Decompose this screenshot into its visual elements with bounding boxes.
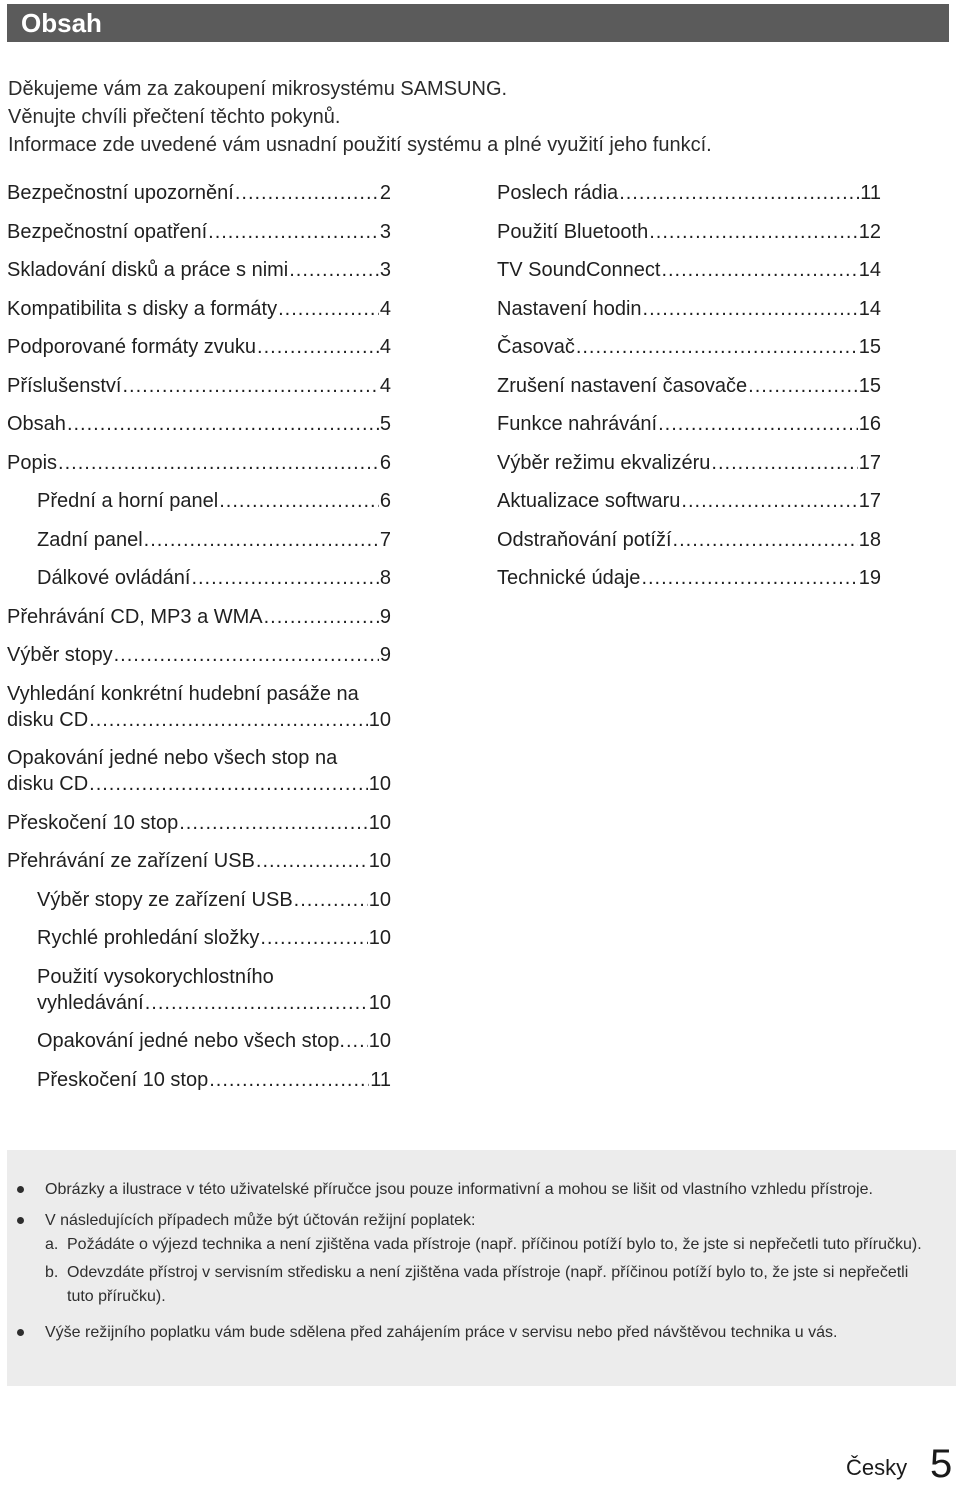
note-text: Obrázky a ilustrace v této uživatelské příručce jsou pouze informativní a mohou se lišit od vlastního vzhledu přístroje.	[45, 1181, 873, 1198]
toc-entry-page: 19	[858, 567, 881, 589]
toc-entry-title: Nastavení hodin	[497, 297, 642, 320]
toc-left-column	[7, 180, 391, 1105]
toc-entry[interactable]	[7, 180, 391, 206]
toc-leader-dots	[67, 411, 379, 437]
toc-entry-title: Přední a horní panel	[37, 490, 219, 512]
toc-entry[interactable]	[497, 373, 881, 399]
toc-entry-title: Výběr stopy	[7, 644, 113, 666]
toc-entry[interactable]	[7, 219, 391, 245]
toc-leader-dots	[346, 1028, 368, 1054]
toc-leader-dots	[641, 565, 857, 591]
toc-entry-title: Použití Bluetooth	[497, 220, 649, 243]
toc-leader-dots	[219, 488, 379, 514]
toc-entry-title: Přeskočení 10 stop	[37, 1068, 209, 1091]
toc-entry-title: disku CD	[7, 773, 89, 795]
toc-leader-dots	[294, 887, 368, 913]
toc-entry-title: Odstraňování potíží	[497, 528, 672, 551]
toc-entry-page: 14	[858, 259, 881, 281]
toc-entry-title-line1: Použití vysokorychlostního	[37, 965, 274, 988]
bullet-icon	[17, 1217, 24, 1224]
note-subitem-text: Odevzdáte přístroj v servisním středisku a není zjištěna vada přístroje (např. příčinou potíží bylo to, že jste si nepřečetli tuto příručku).	[67, 1264, 909, 1305]
note-subitem-label: b.	[45, 1264, 59, 1281]
footer-language: Česky	[846, 1455, 908, 1480]
note-subitem-label: a.	[45, 1236, 59, 1253]
toc-entry-page: 11	[860, 182, 881, 204]
toc-entry-title: Podporované formáty zvuku	[7, 336, 257, 358]
toc-entry-page: 3	[379, 220, 391, 243]
toc-entry-title: vyhledávání	[37, 991, 144, 1014]
toc-entry-page: 16	[858, 413, 881, 435]
toc-leader-dots	[122, 373, 378, 399]
toc-entry-page: 9	[379, 605, 391, 628]
section-header	[7, 4, 949, 42]
toc-entry-title: Bezpečnostní upozornění	[7, 182, 234, 204]
toc-entry[interactable]	[7, 642, 391, 668]
toc-leader-dots	[145, 990, 368, 1016]
toc-leader-dots	[208, 219, 379, 245]
toc-entry-page: 4	[379, 297, 391, 320]
toc-entry-title: disku CD	[7, 708, 89, 731]
toc-entry-title: Kompatibilita s disky a formáty	[7, 297, 278, 320]
toc-leader-dots	[89, 707, 368, 733]
toc-subentry[interactable]	[7, 565, 391, 591]
toc-entry-page: 15	[858, 374, 881, 397]
intro-text	[8, 75, 948, 159]
toc-leader-dots	[289, 257, 379, 283]
toc-entry-title: Rychlé prohledání složky	[37, 927, 260, 949]
toc-entry-page: 7	[379, 528, 391, 551]
toc-entry-page: 14	[858, 297, 881, 320]
toc-entry[interactable]	[7, 450, 391, 476]
toc-entry-title: TV SoundConnect	[497, 259, 661, 281]
note-subitem	[45, 1261, 926, 1309]
toc-leader-dots	[264, 604, 379, 630]
toc-leader-dots	[576, 334, 858, 360]
toc-entry[interactable]	[7, 810, 391, 836]
toc-entry[interactable]	[497, 411, 881, 437]
toc-entry-page: 4	[379, 336, 391, 358]
note-item	[7, 1209, 926, 1309]
toc-leader-dots	[711, 450, 857, 476]
toc-entry-page: 10	[368, 773, 391, 795]
toc-leader-dots	[619, 180, 859, 206]
toc-subentry[interactable]	[7, 1028, 391, 1054]
note-text: V následujících případech může být účtován režijní poplatek:	[45, 1212, 476, 1229]
toc-leader-dots	[209, 1067, 369, 1093]
toc-leader-dots	[257, 334, 379, 360]
toc-entry-title: Poslech rádia	[497, 182, 619, 204]
toc-entry-page: 11	[370, 1068, 391, 1091]
toc-entry-page: 6	[379, 490, 391, 512]
toc-entry[interactable]	[497, 257, 881, 283]
toc-subentry[interactable]	[7, 887, 391, 913]
intro-line: Děkujeme vám za zakoupení mikrosystému SAMSUNG.	[8, 78, 508, 100]
toc-entry-page: 5	[379, 413, 391, 435]
toc-entry-title: Výběr režimu ekvalizéru	[497, 451, 711, 474]
toc-leader-dots	[673, 527, 858, 553]
toc-entry[interactable]	[497, 450, 881, 476]
toc-entry-page: 18	[858, 528, 881, 551]
toc-leader-dots	[658, 411, 858, 437]
toc-leader-dots	[661, 257, 857, 283]
toc-leader-dots	[681, 488, 857, 514]
toc-entry-title-line1: Opakování jedné nebo všech stop na	[7, 747, 338, 769]
section-title: Obsah	[21, 8, 102, 38]
toc-entry-title: Dálkové ovládání	[37, 567, 191, 589]
toc-entry-page: 10	[368, 811, 391, 834]
toc-leader-dots	[643, 296, 858, 322]
toc-entry-page: 10	[368, 927, 391, 949]
toc-subentry[interactable]	[7, 964, 391, 1016]
toc-leader-dots	[89, 771, 368, 797]
footer-page-number: 5	[930, 1442, 953, 1486]
toc-entry-page: 10	[368, 991, 391, 1014]
toc-entry[interactable]	[7, 296, 391, 322]
toc-entry[interactable]	[497, 219, 881, 245]
toc-entry[interactable]	[7, 373, 391, 399]
toc-leader-dots	[114, 642, 379, 668]
toc-entry-page: 10	[368, 708, 391, 731]
note-subitem	[45, 1233, 926, 1257]
toc-entry[interactable]	[7, 681, 391, 733]
toc-entry-title: Přehrávání ze zařízení USB	[7, 850, 255, 872]
toc-entry[interactable]	[497, 334, 881, 360]
toc-entry-title: Technické údaje	[497, 567, 641, 589]
toc-entry[interactable]	[7, 411, 391, 437]
bullet-icon	[17, 1186, 24, 1193]
intro-line: Věnujte chvíli přečtení těchto pokynů.	[8, 106, 341, 128]
toc-entry-page: 17	[858, 490, 881, 512]
toc-entry[interactable]	[7, 745, 391, 797]
note-item	[7, 1321, 926, 1345]
toc-entry-title: Zadní panel	[37, 528, 143, 551]
notes-box	[7, 1150, 956, 1386]
bullet-icon	[17, 1329, 24, 1336]
toc-entry-title: Obsah	[7, 413, 66, 435]
toc-entry-page: 12	[858, 220, 881, 243]
toc-leader-dots	[649, 219, 858, 245]
toc-entry-page: 2	[379, 182, 391, 204]
toc-entry-page: 10	[368, 1030, 391, 1052]
toc-entry[interactable]	[497, 180, 881, 206]
toc-leader-dots	[58, 450, 379, 476]
toc-entry[interactable]	[7, 604, 391, 630]
toc-leader-dots	[260, 925, 367, 951]
toc-entry-page: 15	[858, 336, 881, 358]
toc-entry-title: Zrušení nastavení časovače	[497, 374, 748, 397]
toc-leader-dots	[179, 810, 368, 836]
note-item	[7, 1178, 926, 1202]
toc-leader-dots	[748, 373, 858, 399]
toc-entry-page: 3	[379, 259, 391, 281]
toc-entry-title: Příslušenství	[7, 374, 122, 397]
toc-entry[interactable]	[497, 296, 881, 322]
toc-leader-dots	[256, 848, 368, 874]
toc-entry-page: 6	[379, 451, 391, 474]
toc-subentry[interactable]	[7, 925, 391, 951]
toc-leader-dots	[191, 565, 378, 591]
notes-list	[7, 1178, 926, 1345]
toc-subentry[interactable]	[7, 527, 391, 553]
note-text: Výše režijního poplatku vám bude sdělena před zahájením práce v servisu nebo před návštěvou technika u vás.	[45, 1324, 838, 1341]
intro-line: Informace zde uvedené vám usnadní použití systému a plné využití jeho funkcí.	[8, 134, 712, 156]
toc-entry[interactable]	[497, 527, 881, 553]
toc-right-column	[497, 180, 881, 604]
toc-entry-page: 4	[379, 374, 391, 397]
toc-entry-page: 10	[368, 888, 391, 911]
toc-entry-title: Výběr stopy ze zařízení USB	[37, 888, 293, 911]
toc-entry[interactable]	[7, 257, 391, 283]
toc-entry[interactable]	[7, 848, 391, 874]
toc-leader-dots	[278, 296, 379, 322]
toc-entry-page: 8	[379, 567, 391, 589]
toc-entry[interactable]	[497, 565, 881, 591]
toc-subentry[interactable]	[7, 488, 391, 514]
note-subitem-text: Požádáte o výjezd technika a není zjištěna vada přístroje (např. příčinou potíží bylo to, že jste si nepřečetli tuto příručku).	[67, 1236, 922, 1253]
toc-entry[interactable]	[497, 488, 881, 514]
toc-entry-title: Časovač	[497, 336, 575, 358]
toc-entry-title-line1: Vyhledání konkrétní hudební pasáže na	[7, 682, 359, 705]
toc-entry-title: Skladování disků a práce s nimi	[7, 259, 289, 281]
toc-entry-title: Funkce nahrávání	[497, 413, 658, 435]
toc-entry-title: Přeskočení 10 stop	[7, 811, 179, 834]
toc-entry-page: 17	[858, 451, 881, 474]
toc-entry-title: Přehrávání CD, MP3 a WMA	[7, 605, 263, 628]
toc-entry[interactable]	[7, 334, 391, 360]
toc-entry-page: 9	[379, 644, 391, 666]
toc-entry-title: Opakování jedné nebo všech stop.	[37, 1030, 345, 1052]
toc-entry-title: Bezpečnostní opatření	[7, 220, 208, 243]
toc-entry-title: Aktualizace softwaru	[497, 490, 681, 512]
toc-subentry[interactable]	[7, 1067, 391, 1093]
toc-leader-dots	[235, 180, 379, 206]
toc-leader-dots	[144, 527, 379, 553]
toc-entry-page: 10	[368, 850, 391, 872]
toc-entry-title: Popis	[7, 451, 58, 474]
